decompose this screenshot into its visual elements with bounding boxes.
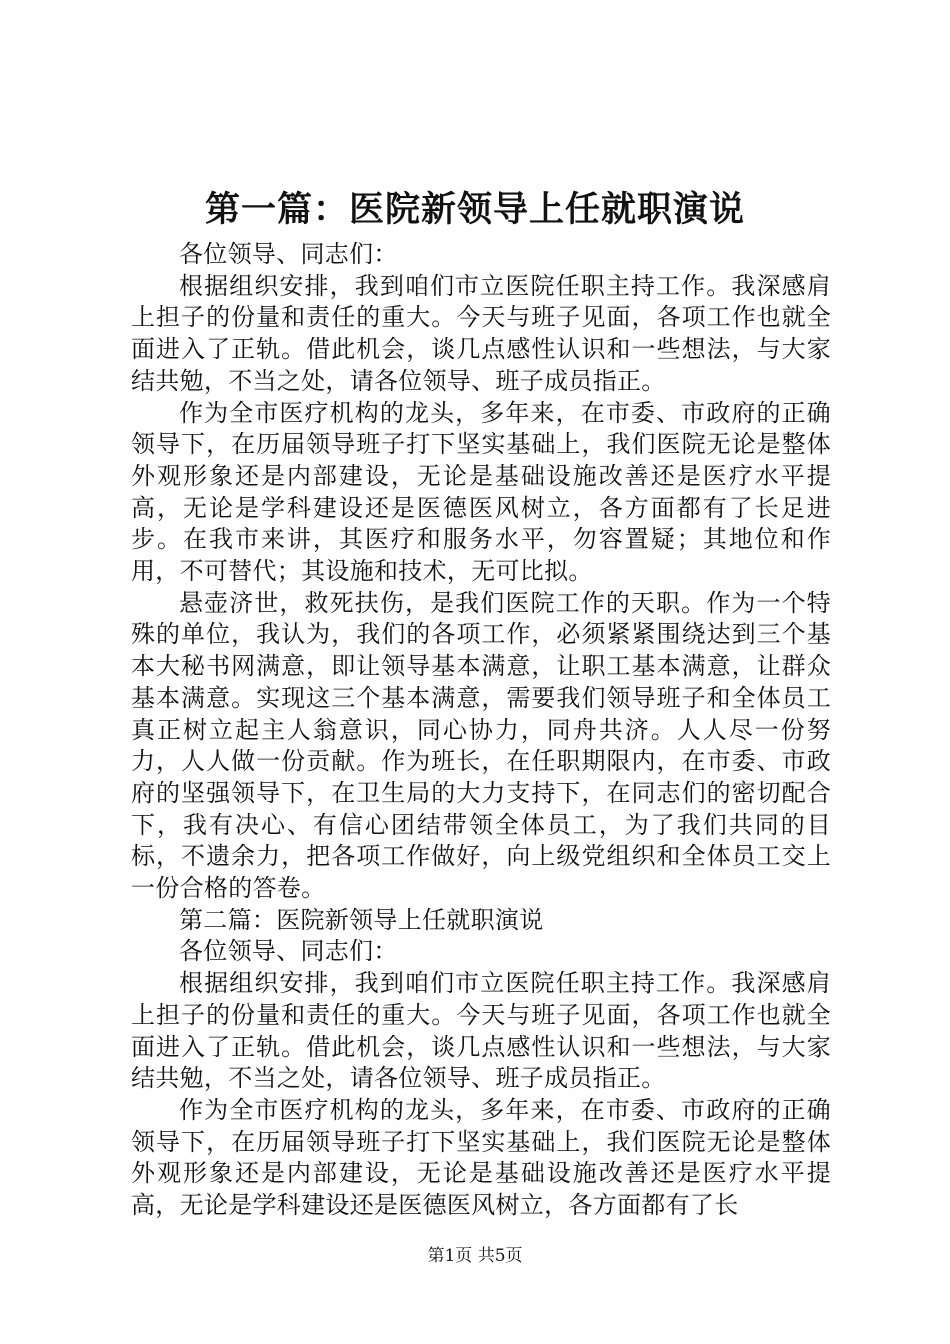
paragraph-4: 根据组织安排，我到咱们市立医院任职主持工作。我深感肩上担子的份量和责任的重大。今天与班子见面，各项工作也就全面进入了正轨。借此机会，谈几点感性认识和一些想法，与大家结共勉，不当之处，请各位领导、班子成员指正。 [131, 969, 831, 1093]
page-title: 第一篇：医院新领导上任就职演说 [204, 189, 745, 230]
page-number-footer: 第1页 共5页 [427, 1246, 523, 1266]
paragraph-2: 作为全市医疗机构的龙头，多年来，在市委、市政府的正确领导下，在历届领导班子打下坚实基础上，我们医院无论是整体外观形象还是内部建设，无论是基础设施改善还是医疗水平提高，无论是学科建设还是医德医风树立，各方面都有了长足进步。在我市来讲，其医疗和服务水平，勿容置疑；其地位和作用，不可替代；其设施和技术，无可比拟。 [131, 398, 831, 586]
section-heading-2: 第二篇：医院新领导上任就职演说 [179, 905, 544, 934]
salutation-2: 各位领导、同志们： [179, 937, 398, 966]
document-body [131, 239, 831, 1222]
paragraph-1: 根据组织安排，我到咱们市立医院任职主持工作。我深感肩上担子的份量和责任的重大。今天与班子见面，各项工作也就全面进入了正轨。借此机会，谈几点感性认识和一些想法，与大家结共勉，不当之处，请各位领导、班子成员指正。 [131, 271, 831, 395]
salutation-1: 各位领导、同志们： [179, 240, 398, 268]
paragraph-5: 作为全市医疗机构的龙头，多年来，在市委、市政府的正确领导下，在历届领导班子打下坚实基础上，我们医院无论是整体外观形象还是内部建设，无论是基础设施改善还是医疗水平提高，无论是学科建设还是医德医风树立，各方面都有了长 [131, 1095, 831, 1220]
paragraph-3: 悬壶济世，救死扶伤，是我们医院工作的天职。作为一个特殊的单位，我认为，我们的各项工作，必须紧紧围绕达到三个基本大秘书网满意，即让领导基本满意，让职工基本满意，让群众基本满意。实现这三个基本满意，需要我们领导班子和全体员工真正树立起主人翁意识，同心协力，同舟共济。人人尽一份努力，人人做一份贡献。作为班长，在任职期限内，在市委、市政府的坚强领导下，在卫生局的大力支持下，在同志们的密切配合下，我有决心、有信心团结带领全体员工，为了我们共同的目标，不遗余力，把各项工作做好，向上级党组织和全体员工交上一份合格的答卷。 [131, 588, 831, 903]
